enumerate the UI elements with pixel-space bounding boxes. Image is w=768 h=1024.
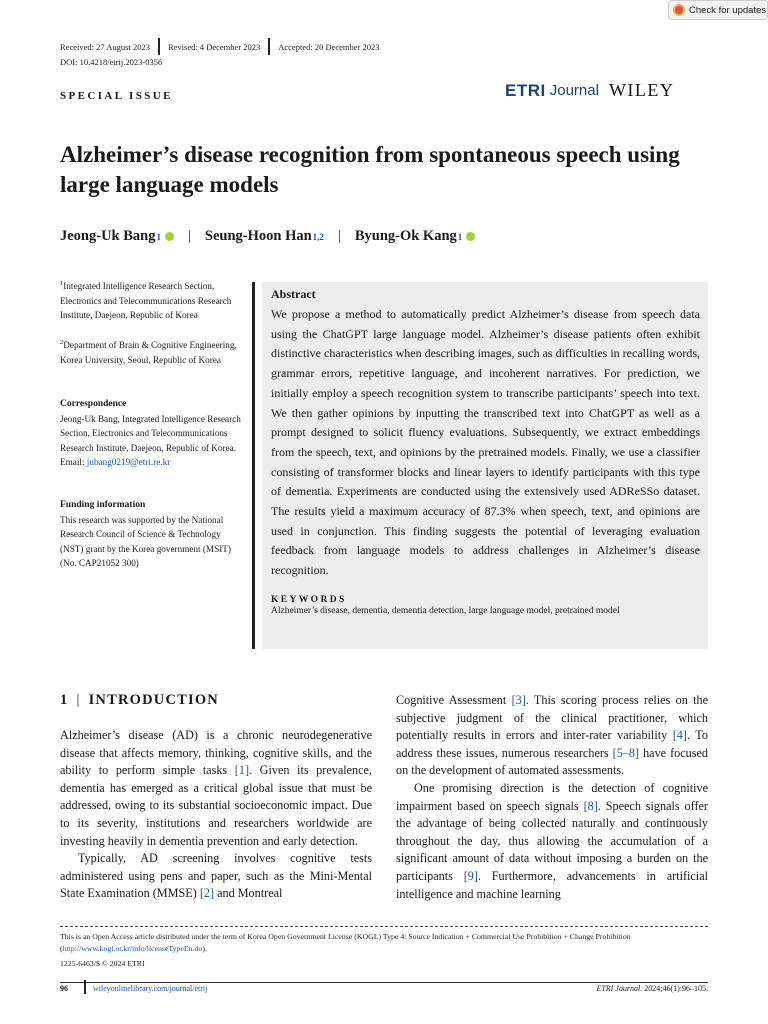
funding-text: This research was supported by the National Research Council of Science & Technology (NST) grant by the Korea government (MSIT) (No. CAP21052 300) <box>60 514 231 568</box>
author-affil-sup: 1 <box>156 231 161 242</box>
keywords-heading: KEYWORDS <box>271 594 347 605</box>
etri-logo: ETRI <box>505 80 546 100</box>
column-divider <box>252 282 255 649</box>
text: . Given its prevalence, dementia has emerged as a critical global issue that must be addressed, owing to its substantial socioeconomic impact. Due to its severity, institutions and researchers worldwide are investing heavily in dementia prevention and early detection. <box>60 763 373 848</box>
email-link[interactable]: jubang0219@etri.re.kr <box>86 457 171 467</box>
check-for-updates-label: Check for updates <box>689 4 767 16</box>
footnote-divider <box>60 926 708 927</box>
body-column-left <box>60 727 372 903</box>
author-affil-sup: 1 <box>457 231 463 242</box>
text: . This scoring process relies on the subjective judgment of the clinical practitioner, which potentially results in errors and inter-rater variability <box>396 693 708 743</box>
email-label: Email: <box>60 457 85 467</box>
journal-logo-text: Journal <box>549 82 599 99</box>
affiliation-2 <box>60 336 245 367</box>
license-text: This is an Open Access article distributed under the term of Korea Open Government License (KOGL) Type 4: Source Indication + Commercial Use Prohibition + Change Prohibition ( <box>60 932 631 953</box>
abstract-box <box>262 282 708 649</box>
section-heading <box>60 692 219 709</box>
journal-citation <box>560 984 708 993</box>
divider <box>158 38 160 55</box>
section-number: 1 <box>60 692 69 708</box>
correspondence-heading: Correspondence <box>60 399 127 409</box>
section-pipe: | <box>76 692 81 708</box>
doi: DOI: 10.4218/etrij.2023-0356 <box>60 57 163 67</box>
citation-link[interactable]: [5–8] <box>612 745 640 760</box>
author-affil-sup: 1,2 <box>312 231 324 242</box>
revised-date: Revised: 4 December 2023 <box>167 41 261 52</box>
paragraph <box>60 727 372 850</box>
paper-title: Alzheimer’s disease recognition from spontaneous speech using large language models <box>60 142 680 197</box>
citation-link[interactable]: [8] <box>583 798 598 813</box>
author-separator: | <box>337 228 341 244</box>
correspondence-text: Jeong-Uk Bang, Integrated Intelligence Research Section, Electronics and Telecommunications Research Institute, Daejeon, Republic of Korea. <box>60 413 241 453</box>
history-dates <box>60 38 380 55</box>
author-name[interactable]: Jeong-Uk Bang <box>60 228 156 244</box>
text: Alzheimer’s disease (AD) is a chronic neurodegenerative disease that affects memory, thinking, cognitive skills, and the ability to perform simple tasks <box>60 728 372 778</box>
affil-sup: 1 <box>60 280 64 287</box>
section-title: INTRODUCTION <box>88 692 219 708</box>
author-name[interactable]: Byung-Ok Kang <box>354 228 457 244</box>
license-note <box>60 931 708 955</box>
footer-divider <box>84 980 86 994</box>
text: One promising direction is the detection of cognitive impairment based on speech signals <box>396 780 708 813</box>
author-name[interactable]: Seung-Hoon Han <box>204 228 312 244</box>
funding-block <box>60 497 245 571</box>
keywords: Alzheimer’s disease, dementia, dementia detection, large language model, pretrained model <box>271 605 620 616</box>
text: Typically, AD screening involves cognitive tests administered using pens and paper, such as the Mini-Mental State Examination (MMSE) <box>60 851 372 901</box>
affil-text: Integrated Intelligence Research Section, Electronics and Telecommunications Research Institute, Daejeon, Republic of Korea <box>60 281 232 321</box>
abstract-heading: Abstract <box>271 287 316 301</box>
text: . Furthermore, advancements in artificial intelligence and machine learning <box>396 868 708 901</box>
check-for-updates-badge[interactable] <box>668 0 768 20</box>
issn: 1225-6463/$ © 2024 ETRI <box>60 959 145 968</box>
license-link[interactable]: http://www.kogl.or.kr/info/licenseTypeEn.do <box>62 944 203 953</box>
text: and Montreal <box>214 886 283 901</box>
divider <box>268 38 270 55</box>
license-text-end: ). <box>202 944 207 953</box>
text: . To address these issues, numerous researchers <box>396 728 708 760</box>
citation-link[interactable]: [2] <box>199 886 215 901</box>
text: Cognitive Assessment <box>396 693 512 707</box>
affil-sup: 2 <box>60 339 64 346</box>
text: . Speech signals offer the advantage of being collected naturally and continuously throughout the day, thus allowing the accumulation of a significant amount of data without imposing a burden on the participants <box>396 798 708 883</box>
body-column-right <box>396 692 708 903</box>
citation-link[interactable]: [9] <box>463 868 478 883</box>
author-separator: | <box>187 228 191 244</box>
journal-site-link[interactable]: wileyonlinelibrary.com/journal/etrij <box>93 984 208 993</box>
affiliation-1 <box>60 277 245 323</box>
citation-link[interactable]: [1] <box>234 763 250 778</box>
abstract-text: We propose a method to automatically predict Alzheimer’s disease from speech data using the ChatGPT large language model. Alzheimer’s disease patients often exhibit distinctive characteristics when describing images, such as difficulties in recalling words, grammar errors, repetitive language, and incoherent narratives. For prediction, we initially employ a speech recognition system to transcribe participants’ speech into text. We then gather opinions by inputting the transcribed text into ChatGPT as well as a prompt designed to solicit fluency evaluations. Subsequently, we extract embeddings from the speech, text, and opinions by the pretrained models. Finally, we use a classifier consisting of transformer blocks and linear layers to identify participants with this type of dementia. Experiments are conducted using the extensively used ADReSSo dataset. The results yield a maximum accuracy of 87.3% when speech, text, and opinions are used in conjunction. This finding suggests the potential of leveraging evaluation feedback from language models to address challenges in Alzheimer’s disease recognition. <box>271 307 700 578</box>
citation-link[interactable]: [3] <box>511 693 526 707</box>
paragraph <box>60 850 372 903</box>
journal-name: ETRI Journal. <box>596 984 643 993</box>
received-date: Received: 27 August 2023 <box>60 41 150 52</box>
crossmark-icon <box>673 4 685 16</box>
affil-text: Department of Brain & Cognitive Engineering, Korea University, Seoul, Republic of Korea <box>60 340 237 365</box>
paragraph <box>396 780 708 903</box>
citation-text: 2024;46(1):96–105. <box>642 984 708 993</box>
page-number: 96 <box>60 984 68 993</box>
journal-logo <box>505 80 674 101</box>
wiley-logo: WILEY <box>608 80 675 100</box>
citation-link[interactable]: [4] <box>672 728 687 743</box>
orcid-icon[interactable] <box>165 232 174 241</box>
accepted-date: Accepted: 20 December 2023 <box>278 41 380 52</box>
orcid-icon[interactable] <box>466 232 475 241</box>
text: have focused on the development of automated assessments. <box>396 745 708 778</box>
footer-rule <box>60 982 708 983</box>
special-issue-label: SPECIAL ISSUE <box>60 90 173 102</box>
paragraph <box>396 692 708 780</box>
author-list <box>60 228 475 245</box>
correspondence-block <box>60 396 245 470</box>
funding-heading: Funding information <box>60 500 146 510</box>
